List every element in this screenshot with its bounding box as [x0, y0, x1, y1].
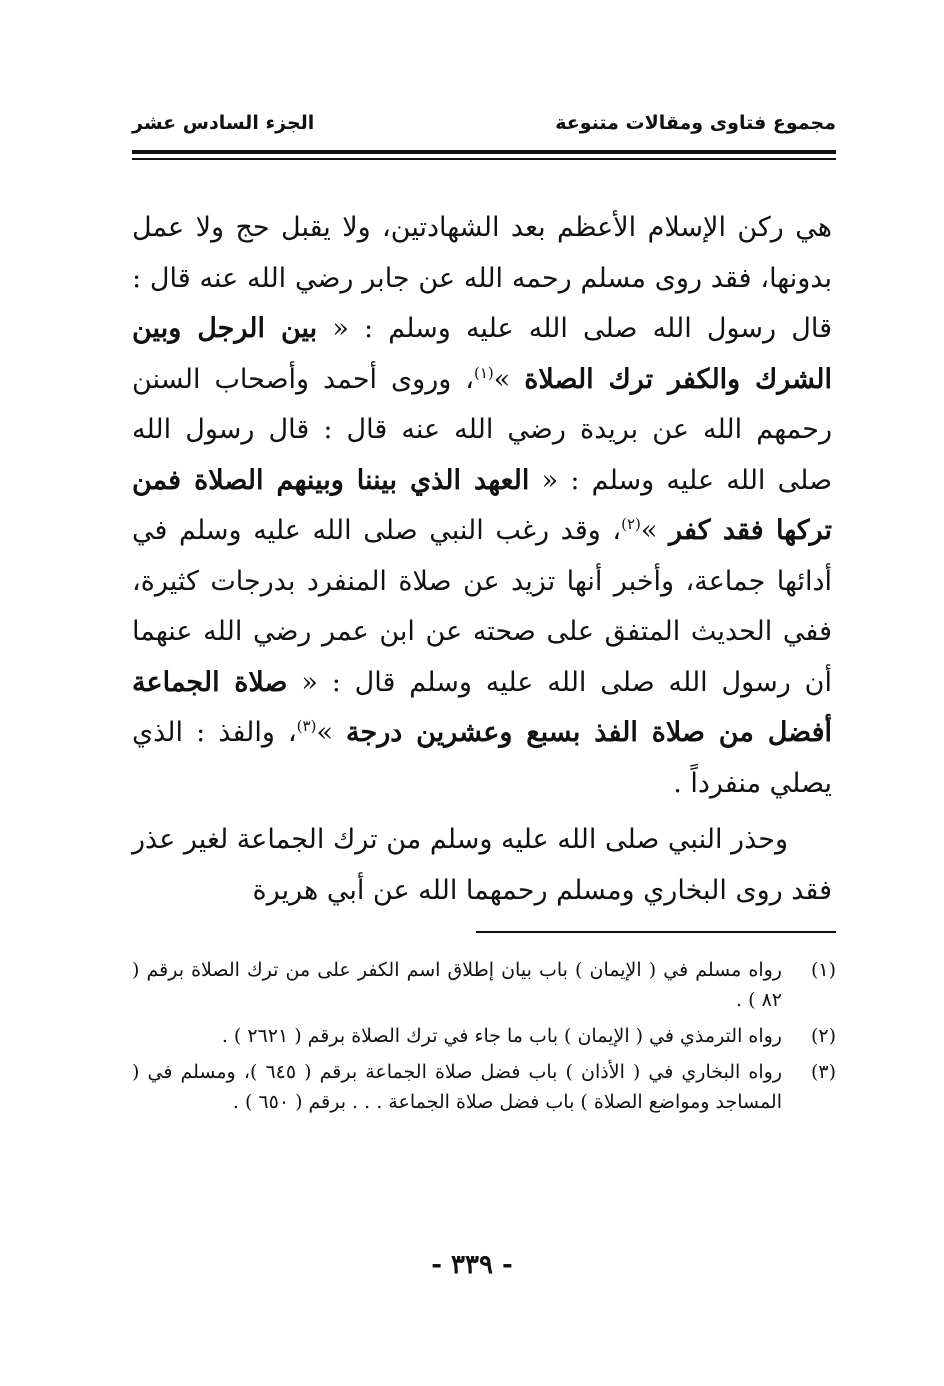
- series-title: مجموع فتاوى ومقالات متنوعة: [555, 112, 836, 134]
- footnote-2: [132, 1021, 836, 1051]
- footnotes: [132, 955, 836, 1123]
- text-run: »: [316, 717, 347, 748]
- footnote-ref-2: (٢): [621, 515, 641, 533]
- footnote-1: [132, 955, 836, 1015]
- text-run: ، والفذ : الذي يصلي منفرداً .: [132, 717, 832, 799]
- text-run: ، وروى أحمد وأصحاب السنن رحمهم الله عن بريدة رضي الله عنه قال : قال رسول الله صلى الله عليه وسلم : «: [132, 363, 832, 496]
- footnote-number: (٣): [810, 1061, 836, 1083]
- footnote-number: (٢): [810, 1025, 836, 1047]
- running-header: [132, 112, 836, 148]
- hadith-quote-1: بين الرجل وبين الشرك والكفر ترك الصلاة: [132, 313, 832, 395]
- footnote-text: رواه البخاري في ( الأذان ) باب فضل صلاة الجماعة برقم ( ٦٤٥ )، ومسلم في ( المساجد ومواضع الصلاة ) باب فضل صلاة الجماعة . . . برقم ( ٦٥٠ ) .: [132, 1061, 782, 1113]
- page-number: - ٣٣٩ -: [431, 1250, 513, 1280]
- footnote-text: رواه الترمذي في ( الإيمان ) باب ما جاء في ترك الصلاة برقم ( ٢٦٢١ ) .: [221, 1025, 782, 1047]
- footnote-3: [132, 1057, 836, 1117]
- main-text: [132, 203, 832, 916]
- text-run: هي ركن الإسلام الأعظم بعد الشهادتين، ولا يقبل حج ولا عمل بدونها، فقد روى مسلم رحمه الله عن جابر رضي الله عنه قال : قال رسول الله صلى الله عليه وسلم : «: [132, 212, 832, 344]
- header-rule-thick: [132, 150, 836, 154]
- hadith-quote-3: صلاة الجماعة أفضل من صلاة الفذ بسبع وعشرين درجة: [132, 666, 832, 748]
- footnote-ref-1: (١): [473, 363, 494, 382]
- paragraph-2: وحذر النبي صلى الله عليه وسلم من ترك الجماعة لغير عذر فقد روى البخاري ومسلم رحمهما الله عن أبي هريرة: [132, 824, 832, 906]
- footnote-separator: [476, 931, 836, 933]
- hadith-quote-2: العهد الذي بيننا وبينهم الصلاة فمن تركها فقد كفر: [132, 464, 832, 546]
- text-run: ، وقد رغب النبي صلى الله عليه وسلم في أدائها جماعة، وأخبر أنها تزيد عن صلاة المنفرد بدرجات كثيرة، ففي الحديث المتفق على صحته عن ابن عمر رضي الله عنهما أن رسول الله صلى الله عليه وسلم قال : «: [132, 515, 832, 698]
- text-run: »: [640, 515, 670, 546]
- volume-title: الجزء السادس عشر: [132, 112, 315, 134]
- paragraph-1: [132, 203, 832, 809]
- footnote-ref-3: (٣): [296, 717, 317, 735]
- footnote-text: رواه مسلم في ( الإيمان ) باب بيان إطلاق اسم الكفر على من ترك الصلاة برقم ( ٨٢ ) .: [132, 959, 782, 1011]
- footnote-number: (١): [810, 959, 836, 981]
- text-run: »: [493, 363, 525, 395]
- header-rule-thin: [132, 158, 836, 160]
